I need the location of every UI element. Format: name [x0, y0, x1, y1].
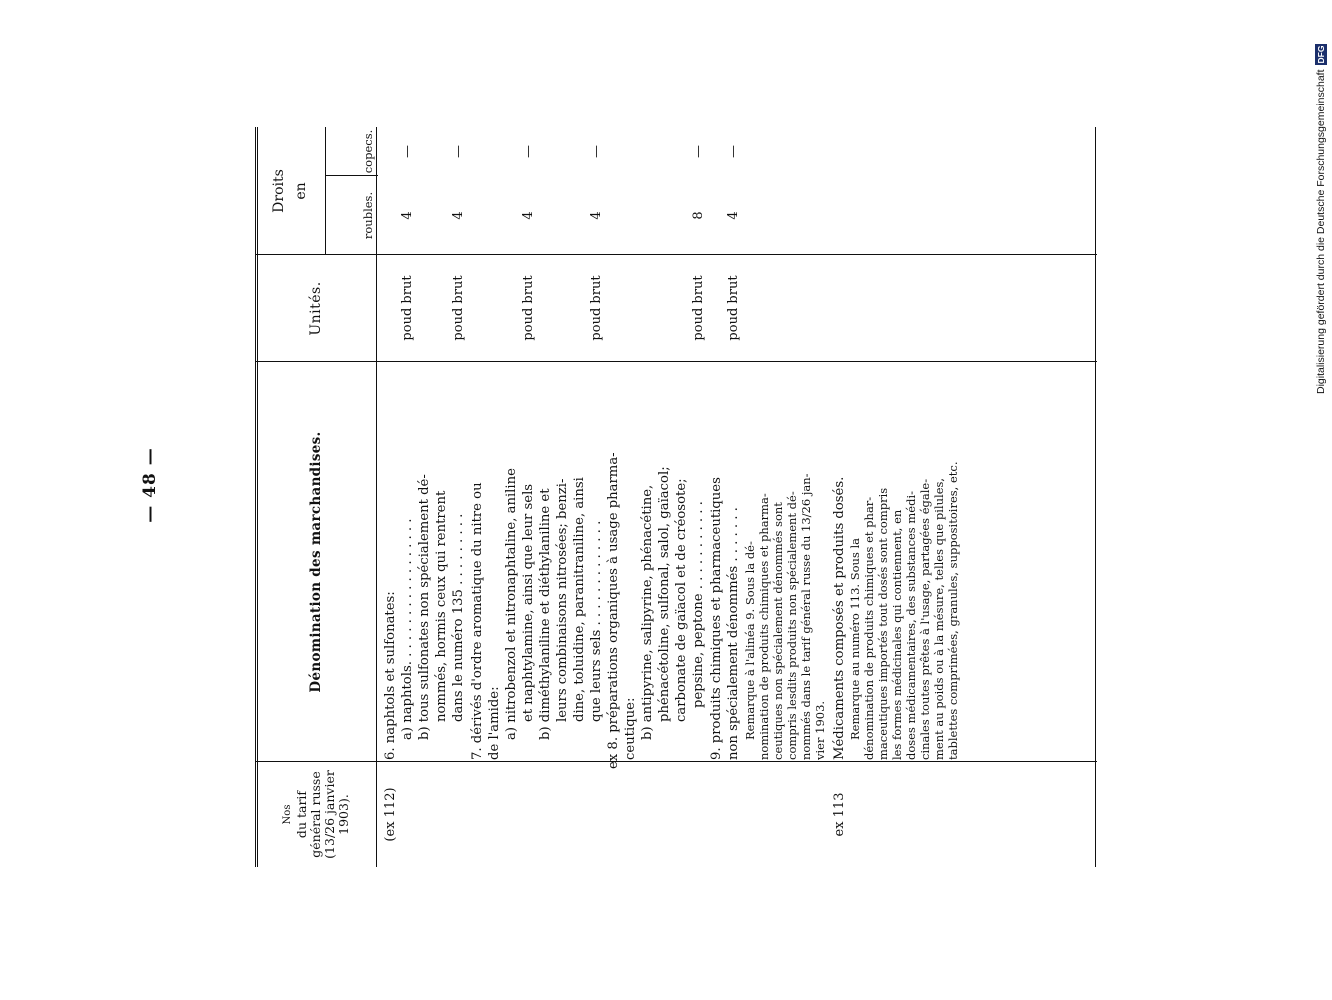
header-rule — [376, 127, 377, 867]
header-droits-line: Droits — [271, 169, 287, 213]
column-divider — [255, 761, 1097, 762]
row-denomination: b) tous sulfonates non spécialement dé- — [417, 474, 432, 740]
row-denomination: 9. produits chimiques et pharmaceutiques — [709, 477, 724, 760]
row-denomination: carbonate de gaïacol et de créosote; — [674, 478, 689, 722]
row-remark: maceutiques importés tout dosés sont compris — [876, 487, 890, 760]
row-remark: ment au poids ou à la mésure, telles que pilules, — [932, 477, 946, 760]
row-denomination: de l'amide: — [487, 686, 502, 760]
row-denomination: phénacétoline, sulfonal, salol, gaïacol; — [657, 466, 672, 722]
header-nos-line: (13/26 janvier — [321, 770, 337, 859]
row-denomination: que leurs sels . . . . . . . . . . . . . — [589, 520, 604, 722]
row-unit: poud brut — [521, 275, 536, 341]
row-copecs: — — [400, 145, 415, 158]
credit-strip — [1307, 10, 1329, 394]
row-denomination: et naphtylamine, ainsi que leur sels — [521, 483, 536, 722]
row-denomination: dine, toluidine, paranitraniline, ainsi — [572, 477, 587, 722]
header-unites: Unités. — [307, 281, 324, 336]
row-remark: Remarque au numéro 113. Sous la — [848, 537, 862, 740]
row-denomination: a) nitrobenzol et nitronaphtaline, aniline — [504, 468, 519, 740]
row-denomination: ceutique: — [623, 697, 638, 760]
row-denomination: non spécialement dénommés . . . . . . . — [726, 507, 741, 760]
header-nos — [255, 762, 376, 867]
header-copecs: copecs. — [361, 129, 375, 174]
tariff-table — [255, 127, 1097, 867]
header-droits-line: en — [293, 182, 309, 200]
row-remark: nomination de produits chimiques et pharma- — [757, 493, 771, 760]
row-copecs: — — [589, 145, 604, 158]
row-roubles: 4 — [451, 211, 466, 220]
header-denomination: Dénomination des marchandises. — [307, 431, 324, 693]
row-remark: nommés dans le tarif général russe du 13/26 jan- — [799, 473, 813, 760]
row-denomination: pepsine, peptone . . . . . . . . . . . — [691, 501, 706, 708]
droits-subheader-rule — [325, 127, 326, 255]
row-roubles: 8 — [691, 211, 706, 220]
row-unit: poud brut — [726, 275, 741, 341]
row-remark: Remarque à l'alinéa 9. Sous la dé- — [743, 541, 757, 740]
row-unit: poud brut — [589, 275, 604, 341]
row-roubles: 4 — [589, 211, 604, 220]
row-roubles: 4 — [400, 211, 415, 220]
row-denomination: 6. naphtols et sulfonates: — [383, 591, 398, 760]
header-nos-line: du tarif — [293, 790, 309, 839]
row-copecs: — — [521, 145, 536, 158]
rotated-page — [140, 100, 1080, 870]
row-remark: tablettes comprimées, granules, suppositoires, etc. — [946, 461, 960, 760]
row-remark: cinales toutes prêtes à l'usage, partagées égale- — [918, 478, 932, 760]
row-remark: doses médicamentaires, des substances médi- — [904, 490, 918, 760]
row-nos: ex 113 — [832, 792, 847, 837]
row-remark: dénomination de produits chimiques et phar- — [862, 496, 876, 760]
row-denomination: dans le numéro 135 . . . . . . . . . — [451, 513, 466, 722]
table-bottom-rule — [1095, 127, 1096, 867]
row-copecs: — — [451, 145, 466, 158]
dfg-logo: DFG — [1316, 45, 1327, 64]
row-unit: poud brut — [400, 275, 415, 341]
header-nos-line: Nos — [281, 804, 293, 825]
row-denomination: a) naphtols. . . . . . . . . . . . . . . . . . — [400, 518, 415, 740]
row-copecs: — — [691, 145, 706, 158]
header-droits — [255, 127, 325, 255]
page-number: — 48 — — [140, 447, 160, 523]
header-nos-line: général russe — [307, 771, 323, 858]
digitization-credit — [1310, 14, 1332, 394]
row-unit: poud brut — [691, 275, 706, 341]
row-remark: les formes médicinales qui contiennent, en — [890, 509, 904, 760]
row-denomination: ex 8. préparations organiques à usage pharma- — [606, 452, 621, 769]
column-divider — [255, 254, 1097, 255]
credit-text: Digitalisierung gefördert durch die Deutsche Forschungsgemeinschaft — [1315, 69, 1327, 394]
row-denomination: Médicaments composés et produits dosés. — [832, 476, 847, 760]
row-copecs: — — [726, 145, 741, 158]
header-roubles: roubles. — [361, 191, 375, 240]
row-remark: ceutiques non spécialement dénommés sont — [771, 502, 785, 760]
row-roubles: 4 — [521, 211, 536, 220]
header-nos-line: 1903). — [335, 794, 351, 835]
row-nos: (ex 112) — [383, 787, 398, 842]
row-denomination: 7. dérivés d'ordre aromatique du nitre ou — [470, 482, 485, 760]
row-remark: compris lesdits produits non spécialement dé- — [785, 491, 799, 760]
row-denomination: b) diméthylaniline et diéthylaniline et — [538, 488, 553, 740]
row-denomination: nommés, hormis ceux qui rentrent — [434, 490, 449, 722]
row-remark: vier 1903. — [813, 700, 827, 760]
row-denomination: b) antipyrine, salipyrine, phénacétine, — [640, 484, 655, 740]
row-denomination: leurs combinaisons nitrosées; benzi- — [555, 478, 570, 722]
row-roubles: 4 — [726, 211, 741, 220]
row-unit: poud brut — [451, 275, 466, 341]
